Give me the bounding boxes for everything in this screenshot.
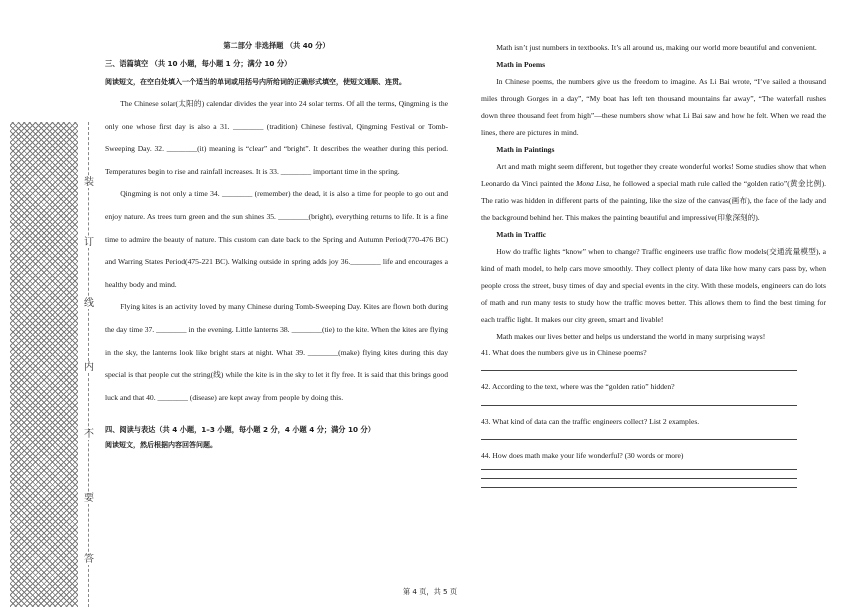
- question-44: 44. How does math make your life wonderful? (30 words or more): [481, 450, 684, 460]
- question-43: 43. What kind of data can the traffic engineers collect? List 2 examples.: [481, 416, 700, 426]
- binding-hatch-strip: [10, 122, 78, 607]
- poems-heading: Math in Poems: [496, 60, 546, 69]
- paintings-text-part1: Art and math might seem different, but together they create wonderful works! Some studies show that when Leonardo da Vinci painted the: [481, 162, 826, 188]
- binding-char: 线: [84, 298, 94, 309]
- paintings-heading: Math in Paintings: [496, 145, 555, 154]
- question-41: 41. What does the numbers give us in Chinese poems?: [481, 348, 647, 357]
- cloze-paragraph: The Chinese solar(太阳的) calendar divides the year into 24 solar terms. Of all the terms, Qingming is the only one whose first day is also a 31. ________ (tradition) Chinese festival, Qingming Festival or Tomb-Sweeping Day. 32. ________(it) meaning is “clear” and “bright”. It describes the weather during this period. Temperatures begin to rise and rainfall increases. It is 33. ________ important time in the spring.: [105, 99, 448, 176]
- article-conclusion: Math makes our lives better and helps us understand the world in many surprising ways!: [496, 332, 766, 341]
- section3-instruction: 阅读短文，在空白处填入一个适当的单词或用括号内所给词的正确形式填空，使短文通顺、连贯。: [105, 78, 406, 86]
- paintings-text-part2: , he followed a special math rule called the “golden ratio”(黄金比例). The ratio was hidden in different parts of the painting, like the size of the canvas(画布), the face of the lady and the background behind her. This makes the painting beautiful and impressive(印象深刻的).: [481, 179, 826, 222]
- answer-line[interactable]: [481, 439, 797, 440]
- answer-line[interactable]: [481, 469, 797, 470]
- right-column: [481, 39, 826, 494]
- binding-char: 答: [84, 554, 94, 565]
- section3-title: 三、语篇填空 （共 10 小题，每小题 1 分；满分 10 分）: [105, 59, 292, 68]
- binding-char: 订: [84, 237, 94, 248]
- binding-char: 要: [84, 493, 94, 504]
- question-42: 42. According to the text, where was the “golden ratio” hidden?: [481, 382, 675, 392]
- traffic-heading: Math in Traffic: [496, 230, 547, 239]
- cloze-paragraph: Qingming is not only a time 34. ________ (remember) the dead, it is also a time for people to go out and enjoy nature. As trees turn green and the sun shines 35. ________(bright), everything returns to life. It is a fine time to admire the beauty of nature. This custom can date back to the Spring and Autumn Period(770-476 BC) and Warring States Period(475-221 BC). Walking outside in spring adds joy 36.________ life and encourages a healthy body and mind.: [105, 189, 448, 289]
- mona-lisa-title: Mona Lisa: [576, 179, 610, 188]
- answer-line[interactable]: [481, 370, 797, 371]
- page-footer: 第 4 页，共 5 页: [402, 587, 458, 596]
- traffic-text: How do traffic lights “know” when to change? Traffic engineers use traffic flow models(交通流量模型), a kind of math model, to help cars move smoothly. They collect plenty of data like how many cars pass by, when people cross the street, busy times of day and special events in the city. With these models, engineers can do lots of math and run many tests to study how the traffic moves better. This allows them to find the best timing for each traffic light. It makes our city green, smart and livable!: [481, 247, 826, 324]
- binding-char: 内: [84, 362, 94, 373]
- left-column: [105, 39, 448, 453]
- binding-char: 不: [84, 429, 94, 440]
- cloze-paragraph: Flying kites is an activity loved by many Chinese during Tomb-Sweeping Day. Kites are flown both during the day time 37. ________ in the evening. Little lanterns 38. ________(tie) to the kite. When the kites are flying in the sky, the lanterns look like bright stars at night. What 39. ________(make) flying kites during this day special is that people cut the string(线) while the kite is in the sky to let it fly free. It is said that this brings good luck and that 40. ________ (disease) are kept away from people by doing this.: [105, 302, 448, 402]
- article-intro: Math isn’t just numbers in textbooks. It’s all around us, making our world more beautiful and convenient.: [496, 43, 817, 52]
- answer-line[interactable]: [481, 405, 797, 406]
- answer-line[interactable]: [481, 487, 797, 488]
- paintings-text: [481, 158, 826, 226]
- poems-text: In Chinese poems, the numbers give us the freedom to imagine. As Li Bai wrote, “I’ve sailed a thousand miles through Gorges in a day”, “My boat has left ten thousand mountains far away”, “The waterfall rushes down three thousand feet from high”—these numbers show what Li Bai saw and how he felt. When we read the lines, there are pictures in mind.: [481, 77, 826, 137]
- section4-title: 四、阅读与表达（共 4 小题，1–3 小题，每小题 2 分，4 小题 4 分；满分 10 分）: [105, 425, 375, 435]
- section4-instruction: 阅读短文，然后根据内容回答问题。: [105, 441, 217, 450]
- part-title: 第二部分 非选择题 （共 40 分）: [223, 41, 330, 50]
- binding-char: 装: [84, 177, 94, 188]
- answer-line[interactable]: [481, 478, 797, 479]
